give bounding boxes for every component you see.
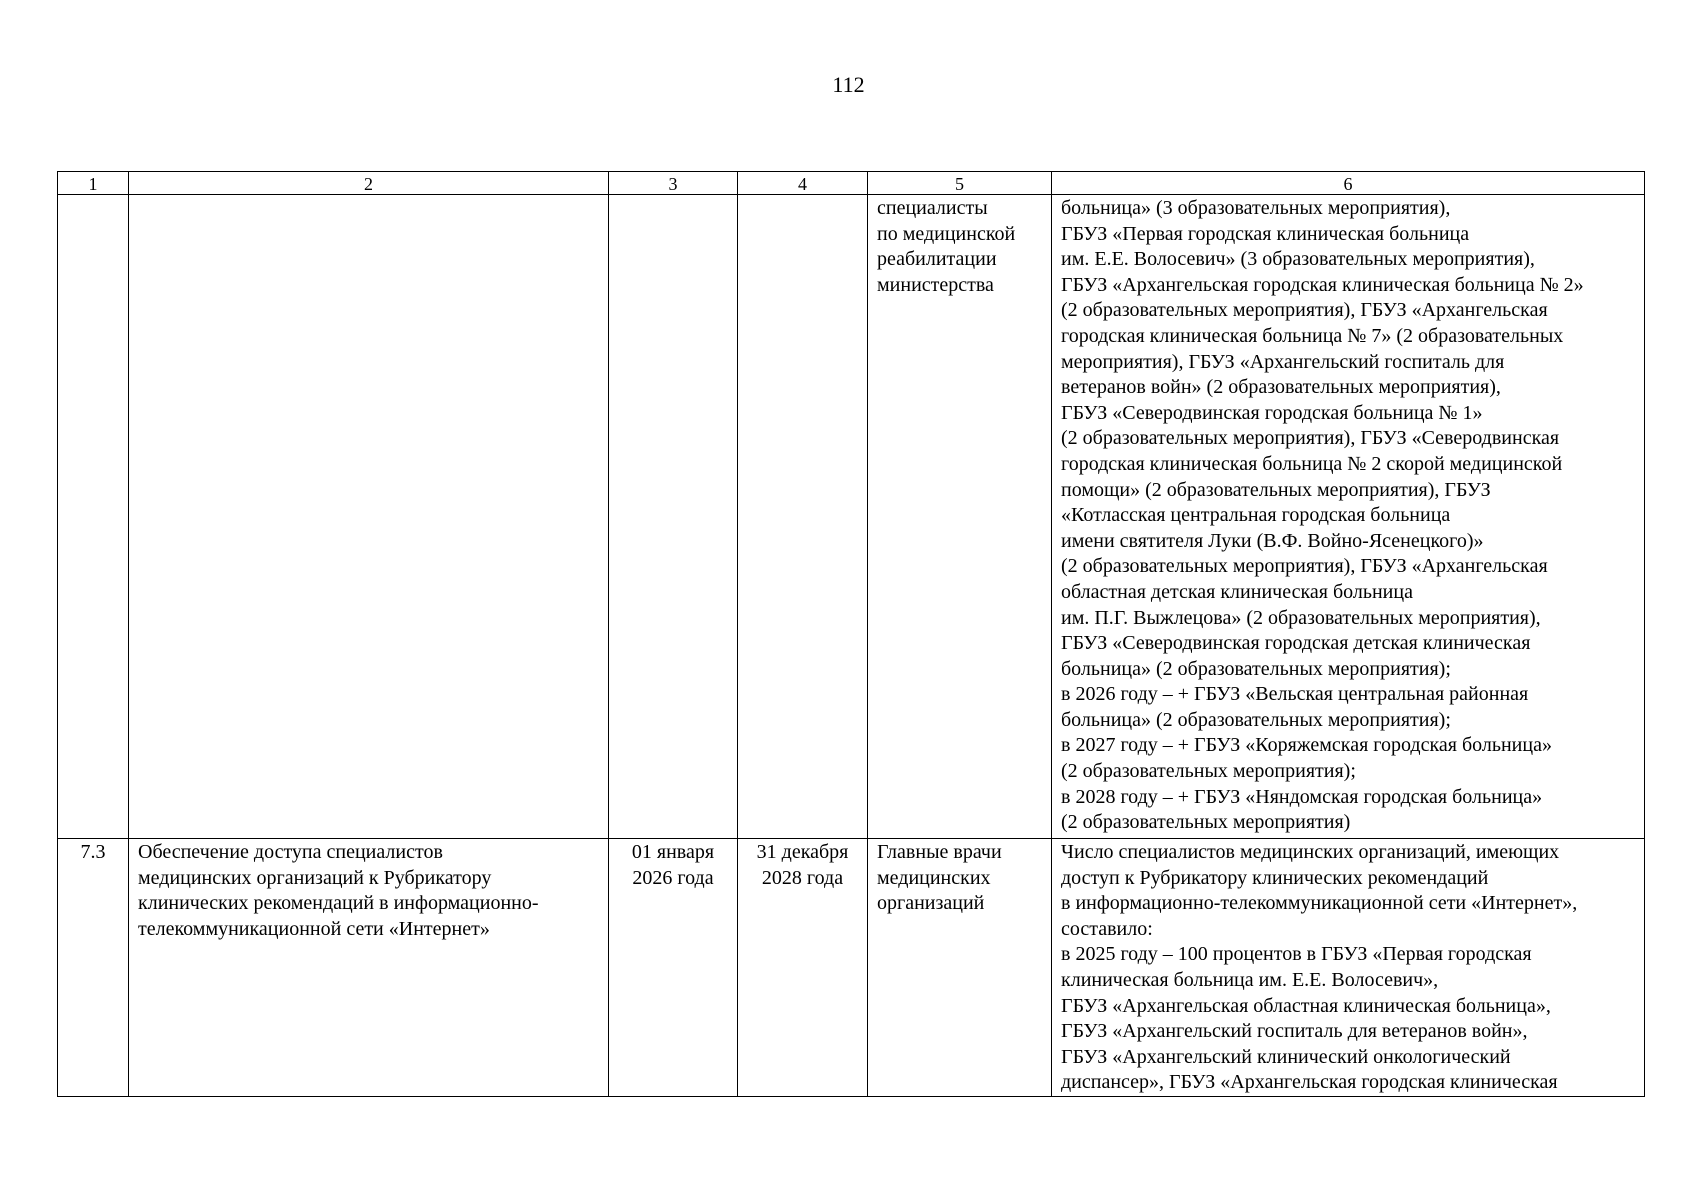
- result-line: доступ к Рубрикатору клинических рекомендаций: [1061, 866, 1489, 889]
- page-number: 112: [832, 72, 865, 97]
- result-line: «Котласская центральная городская больница: [1061, 504, 1451, 527]
- cell-end-date: [738, 839, 868, 1097]
- cell-start-date: [609, 195, 738, 839]
- result-line: в 2026 году – + ГБУЗ «Вельская центральная районная: [1061, 683, 1529, 706]
- result-line: ГБУЗ «Архангельская городская клиническая больница № 2»: [1061, 273, 1584, 296]
- result-line: имени святителя Луки (В.Ф. Войно-Ясенецкого)»: [1061, 529, 1484, 552]
- column-header-2: 2: [129, 172, 609, 195]
- result-line: помощи» (2 образовательных мероприятия), ГБУЗ: [1061, 478, 1491, 501]
- result-line: клиническая больница им. Е.Е. Волосевич»,: [1061, 968, 1439, 991]
- column-header-3: 3: [609, 172, 738, 195]
- end-date-line: 2028 года: [761, 866, 844, 889]
- result-line: диспансер», ГБУЗ «Архангельская городская клиническая: [1061, 1071, 1558, 1094]
- result-line: ГБУЗ «Архангельский госпиталь для ветеранов войн»,: [1061, 1020, 1528, 1043]
- responsible-line: специалисты: [877, 197, 988, 219]
- column-header-4: 4: [738, 172, 868, 195]
- result-line: в 2025 году – 100 процентов в ГБУЗ «Первая городская: [1061, 943, 1532, 966]
- result-line: (2 образовательных мероприятия): [1061, 811, 1351, 834]
- responsible-line: реабилитации: [877, 248, 997, 271]
- result-line: ГБУЗ «Первая городская клиническая больница: [1061, 222, 1470, 245]
- result-line: (2 образовательных мероприятия);: [1061, 760, 1356, 783]
- table-row-7-3: [58, 839, 1645, 1097]
- column-numbers-row: [58, 172, 1645, 195]
- cell-responsible: [868, 839, 1052, 1097]
- result-line: (2 образовательных мероприятия), ГБУЗ «Архангельская: [1061, 299, 1548, 322]
- result-line: мероприятия), ГБУЗ «Архангельский госпиталь для: [1061, 350, 1505, 373]
- end-date-line: 31 декабря: [756, 841, 849, 863]
- measure-line: телекоммуникационной сети «Интернет»: [138, 917, 490, 940]
- result-line: ГБУЗ «Северодвинская городская больница № 1»: [1061, 401, 1483, 424]
- result-line: больница» (3 образовательных мероприятия),: [1061, 197, 1451, 219]
- result-line: им. П.Г. Выжлецова» (2 образовательных мероприятия),: [1061, 606, 1541, 629]
- start-date-line: 2026 года: [632, 866, 714, 889]
- cell-result: [1052, 195, 1645, 839]
- column-header-6: 6: [1052, 172, 1645, 195]
- measures-table: [57, 171, 1645, 1097]
- result-line: (2 образовательных мероприятия), ГБУЗ «Северодвинская: [1061, 427, 1560, 450]
- cell-responsible: [868, 195, 1052, 839]
- result-line: городская клиническая больница № 7» (2 образовательных: [1061, 324, 1564, 347]
- measure-line: клинических рекомендаций в информационно-: [138, 892, 539, 915]
- result-line: в 2028 году – + ГБУЗ «Няндомская городская больница»: [1061, 785, 1543, 808]
- result-line: Число специалистов медицинских организаций, имеющих: [1061, 841, 1560, 863]
- result-line: составило:: [1061, 917, 1153, 940]
- result-line: в 2027 году – + ГБУЗ «Коряжемская городская больница»: [1061, 734, 1552, 757]
- result-line: ветеранов войн» (2 образовательных мероприятия),: [1061, 376, 1501, 399]
- cell-measure: [129, 195, 609, 839]
- result-line: (2 образовательных мероприятия), ГБУЗ «Архангельская: [1061, 555, 1548, 578]
- row-number: 7.3: [80, 841, 106, 863]
- table-row-continuation: [58, 195, 1645, 839]
- result-line: ГБУЗ «Архангельский клинический онкологический: [1061, 1045, 1511, 1068]
- result-line: городская клиническая больница № 2 скорой медицинской: [1061, 452, 1563, 475]
- result-line: больница» (2 образовательных мероприятия);: [1061, 657, 1451, 680]
- column-header-1: 1: [58, 172, 129, 195]
- responsible-line: медицинских: [877, 866, 991, 889]
- start-date-line: 01 января: [631, 841, 715, 863]
- cell-end-date: [738, 195, 868, 839]
- result-line: больница» (2 образовательных мероприятия);: [1061, 708, 1451, 731]
- measure-line: медицинских организаций к Рубрикатору: [138, 866, 492, 889]
- cell-measure: [129, 839, 609, 1097]
- responsible-line: по медицинской: [877, 222, 1016, 245]
- responsible-line: Главные врачи: [877, 841, 1002, 863]
- result-line: в информационно-телекоммуникационной сети «Интернет»,: [1061, 892, 1578, 915]
- result-line: ГБУЗ «Северодвинская городская детская клиническая: [1061, 632, 1531, 655]
- responsible-line: министерства: [877, 273, 994, 296]
- cell-result: [1052, 839, 1645, 1097]
- column-header-5: 5: [868, 172, 1052, 195]
- responsible-line: организаций: [877, 892, 985, 915]
- cell-start-date: [609, 839, 738, 1097]
- cell-number: [58, 839, 129, 1097]
- result-line: им. Е.Е. Волосевич» (3 образовательных мероприятия),: [1061, 248, 1535, 271]
- result-line: ГБУЗ «Архангельская областная клиническая больница»,: [1061, 994, 1551, 1017]
- cell-number: [58, 195, 129, 839]
- result-line: областная детская клиническая больница: [1061, 580, 1413, 603]
- measure-line: Обеспечение доступа специалистов: [138, 841, 443, 863]
